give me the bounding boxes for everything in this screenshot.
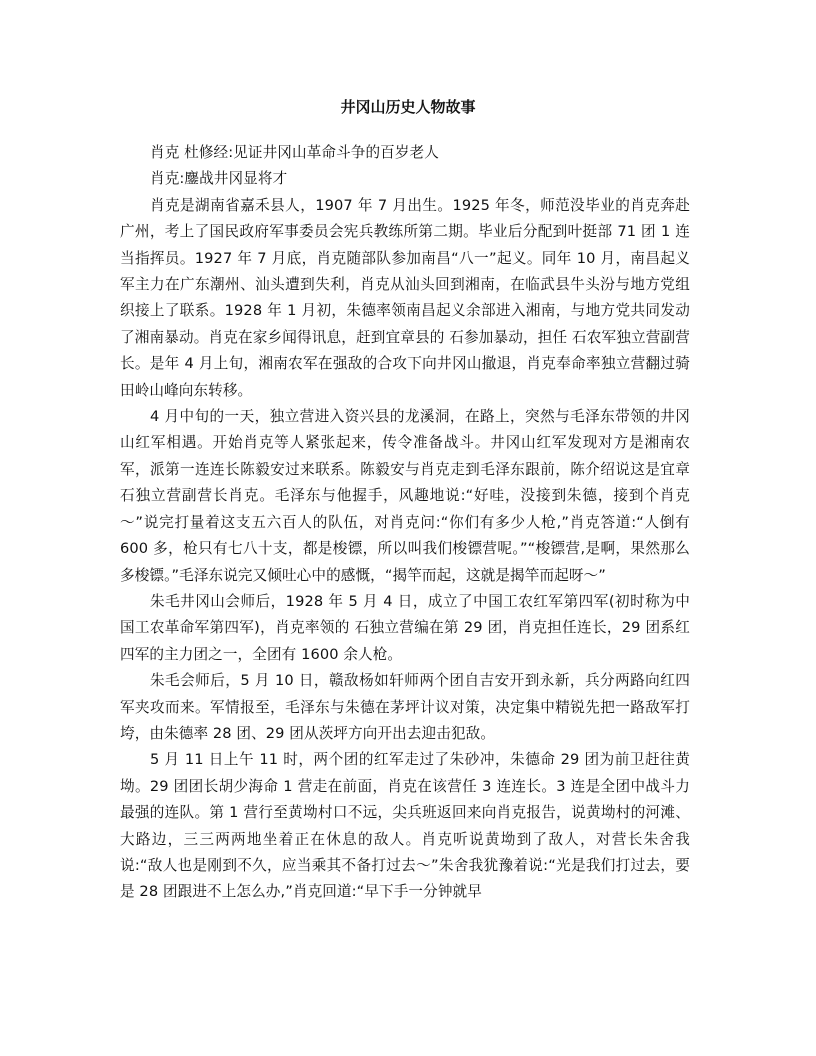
document-body	[120, 140, 690, 906]
paragraph-4: 朱毛会师后，5 月 10 日，赣敌杨如轩师两个团自吉安开到永新，兵分两路向红四军夹攻而来。军情报至，毛泽东与朱德在茅坪计议对策，决定集中精锐先把一路敌军打垮，由朱德率 28 团、29 团从茨坪方向开出去迎击犯敌。	[120, 672, 690, 742]
subtitle-line-2: 肖克:鏖战井冈显将才	[150, 170, 288, 188]
document-title: 井冈山历史人物故事	[340, 98, 476, 116]
paragraph-5: 5 月 11 日上午 11 时，两个团的红军走过了朱砂冲，朱德命 29 团为前卫赶往黄坳。29 团团长胡少海命 1 营走在前面，肖克在该营任 3 连连长。3 连是全团中战斗力最强的连队。第 1 营行至黄坳村口不远，尖兵班返回来向肖克报告，说黄坳村的河滩、大路边，三三两两地坐着正在休息的敌人。肖克听说黄坳到了敌人，对营长朱舍我说:“敌人也是刚到不久，应当乘其不备打过去～”朱舍我犹豫着说:“光是我们打过去，要是 28 团跟进不上怎么办,”肖克回道:“早下手一分钟就早	[120, 751, 690, 901]
subtitle-line-1: 肖克 杜修经:见证井冈山革命斗争的百岁老人	[150, 144, 439, 161]
paragraph-2: 4 月中旬的一天，独立营进入资兴县的龙溪洞，在路上，突然与毛泽东带领的井冈山红军相遇。开始肖克等人紧张起来，传令准备战斗。井冈山红军发现对方是湘南农军，派第一连连长陈毅安过来联系。陈毅安与肖克走到毛泽东跟前，陈介绍说这是宜章 石独立营副营长肖克。毛泽东与他握手，风趣地说:“好哇，没接到朱德，接到个肖克～”说完打量着这支五六百人的队伍，对肖克问:“你们有多少人枪,”肖克答道:“人倒有 600 多，枪只有七八十支，都是梭镖，所以叫我们梭镖营呢。”“梭镖营,是啊，果然那么多梭镖。”毛泽东说完又倾吐心中的感慨，“揭竿而起，这就是揭竿而起呀～”	[120, 408, 690, 584]
paragraph-3: 朱毛井冈山会师后，1928 年 5 月 4 日，成立了中国工农红军第四军(初时称为中国工农革命军第四军)，肖克率领的 石独立营编在第 29 团，肖克担任连长，29 团系红四军的主力团之一，全团有 1600 余人枪。	[120, 592, 690, 663]
paragraph-1: 肖克是湖南省嘉禾县人，1907 年 7 月出生。1925 年冬，师范没毕业的肖克奔赴广州，考上了国民政府军事委员会宪兵教练所第二期。毕业后分配到叶挺部 71 团 1 连当指挥员。1927 年 7 月底，肖克随部队参加南昌“八一”起义。同年 10 月，南昌起义军主力在广东潮州、汕头遭到失利，肖克从汕头回到湘南，在临武县牛头汾与地方党组织接上了联系。1928 年 1 月初，朱德率领南昌起义余部进入湘南，与地方党共同发动了湘南暴动。肖克在家乡闻得讯息，赶到宜章县的 石参加暴动，担任 石农军独立营副营长。是年 4 月上旬，湘南农军在强敌的合攻下向井冈山撤退，肖克奉命率独立营翻过骑田岭山峰向东转移。	[120, 196, 690, 399]
